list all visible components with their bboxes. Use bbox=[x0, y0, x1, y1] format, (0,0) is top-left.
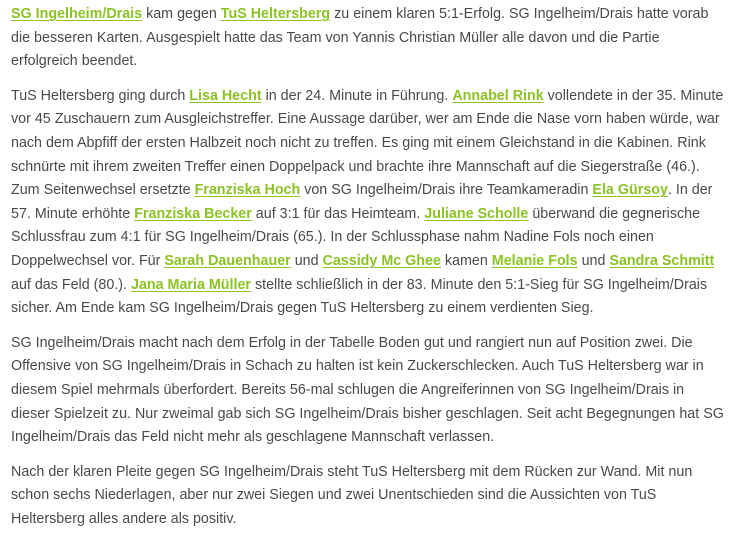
article-paragraph bbox=[11, 3, 724, 74]
paragraph-text: und bbox=[290, 252, 323, 269]
player-link[interactable]: Sandra Schmitt bbox=[609, 252, 715, 269]
article-paragraph bbox=[11, 332, 724, 450]
paragraph-text: und bbox=[577, 252, 610, 269]
paragraph-text: in der 24. Minute in Führung. bbox=[261, 87, 453, 104]
paragraph-text: Nach der klaren Pleite gegen SG Ingelheim/Drais steht TuS Heltersberg mit dem Rücken zur Wand. Mit nun schon sechs Niederlagen, aber nur zwei Siegen und zwei Unentschieden sind die Aussichten von TuS Heltersberg alles andere als positiv. bbox=[11, 463, 693, 527]
article-paragraph bbox=[11, 461, 724, 532]
paragraph-text: SG Ingelheim/Drais macht nach dem Erfolg in der Tabelle Boden gut und rangiert nun auf Position zwei. Die Offensive von SG Ingelheim/Drais in Schach zu halten ist kein Zuckerschlecken. Auch TuS Heltersberg war in diesem Spiel mehrmals überfordert. Bereits 56-mal schlugen die Angreiferinnen von SG Ingelheim/Drais in dieser Spielzeit zu. Nur zweimal gab sich SG Ingelheim/Drais bisher geschlagen. Seit acht Begegnungen hat SG Ingelheim/Drais das Feld nicht mehr als geschlagene Mannschaft verlassen. bbox=[11, 334, 724, 446]
paragraph-text: stellte schließlich in der 83. Minute den 5:1-Sieg für SG Ingelheim/Drais sicher. Am Ende kam SG Ingelheim/Drais gegen TuS Heltersberg zu einem verdienten Sieg. bbox=[11, 276, 708, 317]
paragraph-text: TuS Heltersberg ging durch bbox=[11, 87, 190, 104]
player-link[interactable]: SG Ingelheim/Drais bbox=[11, 6, 143, 22]
paragraph-text: kam gegen bbox=[142, 6, 221, 22]
player-link[interactable]: Annabel Rink bbox=[452, 87, 544, 104]
player-link[interactable]: Cassidy Mc Ghee bbox=[322, 252, 441, 269]
player-link[interactable]: Jana Maria Müller bbox=[131, 276, 251, 293]
article-paragraph bbox=[11, 85, 724, 321]
paragraph-text: zu einem klaren 5:1-Erfolg. SG Ingelheim/Drais hatte vorab die besseren Karten. Ausgespielt hatte das Team von Yannis Christian Müller alle davon und die Partie erfolgreich beendet. bbox=[11, 6, 709, 70]
paragraph-text: auf 3:1 für das Heimteam. bbox=[251, 205, 425, 222]
player-link[interactable]: Sarah Dauenhauer bbox=[164, 252, 291, 269]
player-link[interactable]: Lisa Hecht bbox=[189, 87, 262, 104]
paragraph-text: . In der 57. Minute erhöhte bbox=[11, 182, 713, 222]
player-link[interactable]: Juliane Scholle bbox=[424, 205, 529, 222]
player-link[interactable]: TuS Heltersberg bbox=[220, 6, 331, 22]
paragraph-text: auf das Feld (80.). bbox=[11, 276, 131, 293]
player-link[interactable]: Ela Gürsoy bbox=[592, 182, 668, 199]
paragraph-text: überwand die gegnerische Schlussfrau zum 4:1 für SG Ingelheim/Drais (65.). In der Schlussphase nahm Nadine Fols noch einen Doppelwechsel vor. Für bbox=[11, 205, 701, 269]
player-link[interactable]: Franziska Becker bbox=[134, 205, 252, 222]
paragraph-text: vollendete in der 35. Minute vor 45 Zuschauern zum Ausgleichstreffer. Eine Aussage darüber, wer am Ende die Nase vorn haben würde, war nach dem Abpfiff der ersten Halbzeit noch nicht zu treffen. Es ging mit einem Gleichstand in die Kabinen. Rink schnürte mit ihrem zweiten Treffer einen Doppelpack und brachte ihre Mannschaft auf die Siegerstraße (46.). Zum Seitenwechsel ersetzte bbox=[11, 87, 724, 199]
paragraph-text: von SG Ingelheim/Drais ihre Teamkameradin bbox=[300, 182, 593, 199]
player-link[interactable]: Melanie Fols bbox=[491, 252, 578, 269]
player-link[interactable]: Franziska Hoch bbox=[194, 182, 301, 199]
paragraph-text: kamen bbox=[440, 252, 492, 269]
